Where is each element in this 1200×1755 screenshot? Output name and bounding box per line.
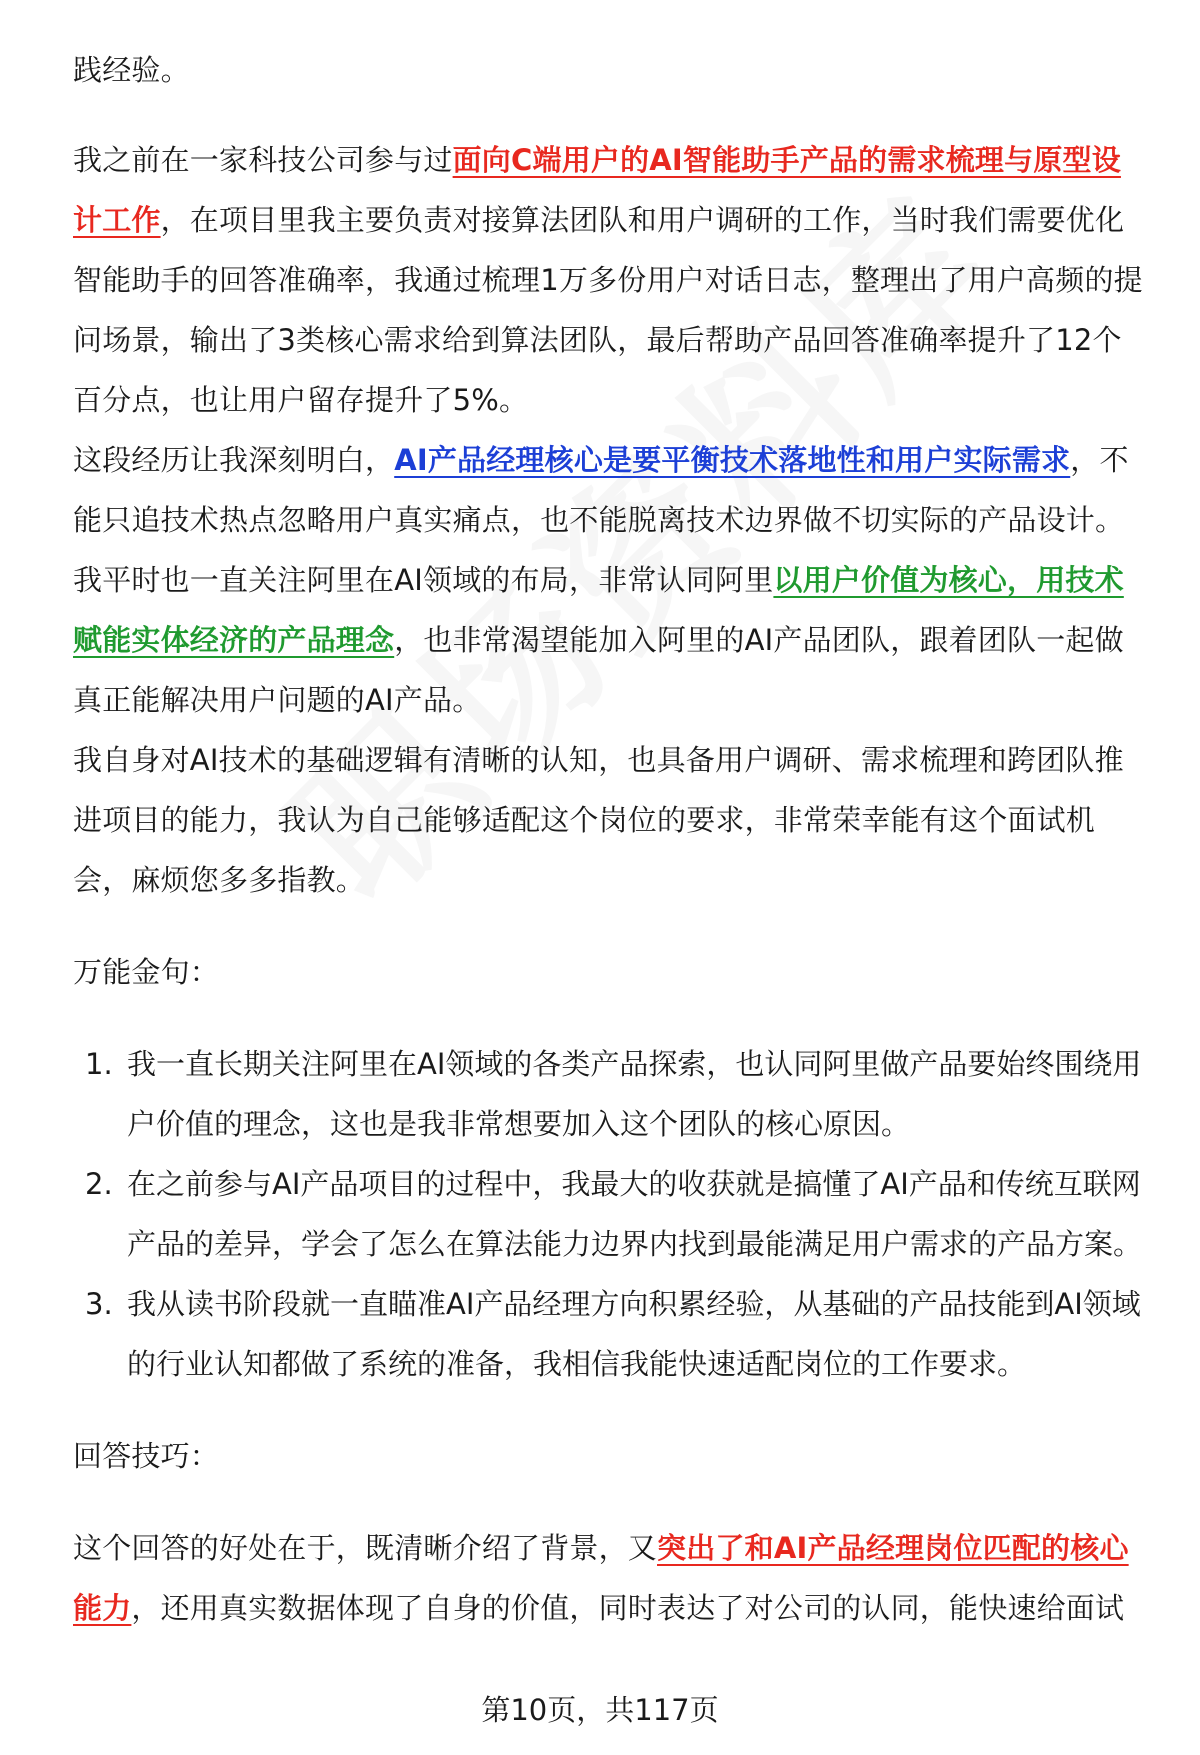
list-number: 2. bbox=[85, 1167, 113, 1201]
list-text: 在之前参与AI产品项目的过程中，我最大的收获就是搞懂了AI产品和传统互联网产品的差异，学会了怎么在算法能力边界内找到最能满足用户需求的产品方案。 bbox=[127, 1167, 1143, 1261]
text-span: 这段经历让我深刻明白， bbox=[73, 443, 395, 477]
paragraph-motivation bbox=[73, 550, 1145, 730]
list-number: 1. bbox=[85, 1047, 113, 1081]
highlight-blue: AI产品经理核心是要平衡技术落地性和用户实际需求 bbox=[394, 443, 1071, 477]
golden-heading: 万能金句： bbox=[73, 955, 220, 989]
list-item bbox=[73, 1154, 1145, 1274]
paragraph-insight bbox=[73, 430, 1145, 550]
paragraph-tips bbox=[73, 1518, 1145, 1638]
paragraph-closing: 我自身对AI技术的基础逻辑有清晰的认知，也具备用户调研、需求梳理和跨团队推进项目的能力，我认为自己能够适配这个岗位的要求，非常荣幸能有这个面试机会，麻烦您多多指教。 bbox=[73, 743, 1124, 897]
list-item bbox=[73, 1274, 1145, 1394]
paragraph-intro-tail: 践经验。 bbox=[73, 53, 190, 87]
text-span: ，还用真实数据体现了自身的价值，同时表达了对公司的认同，能快速给面试 bbox=[131, 1591, 1125, 1625]
highlight-green: 以用户价值为核心，用技术赋能实体经济的产品理念 bbox=[73, 563, 1124, 657]
list-item bbox=[73, 1034, 1145, 1154]
text-span: 我平时也一直关注阿里在AI领域的布局，非常认同阿里 bbox=[73, 563, 774, 597]
text-span: ，不能只追技术热点忽略用户真实痛点，也不能脱离技术边界做不切实际的产品设计。 bbox=[73, 443, 1129, 537]
page-number: 第10页，共117页 bbox=[481, 1693, 719, 1727]
highlight-red: 突出了和AI产品经理岗位匹配的核心能力 bbox=[73, 1531, 1129, 1625]
paragraph-experience bbox=[73, 130, 1145, 430]
text-span: ，也非常渴望能加入阿里的AI产品团队，跟着团队一起做真正能解决用户问题的AI产品。 bbox=[73, 623, 1124, 717]
text-span: ，在项目里我主要负责对接算法团队和用户调研的工作，当时我们需要优化智能助手的回答准确率，我通过梳理1万多份用户对话日志，整理出了用户高频的提问场景，输出了3类核心需求给到算法团队，最后帮助产品回答准确率提升了12个百分点，也让用户留存提升了5%。 bbox=[73, 203, 1143, 417]
list-text: 我一直长期关注阿里在AI领域的各类产品探索，也认同阿里做产品要始终围绕用户价值的理念，这也是我非常想要加入这个团队的核心原因。 bbox=[127, 1047, 1142, 1141]
list-text: 我从读书阶段就一直瞄准AI产品经理方向积累经验，从基础的产品技能到AI领域的行业认知都做了系统的准备，我相信我能快速适配岗位的工作要求。 bbox=[127, 1287, 1141, 1381]
golden-list bbox=[73, 1034, 1145, 1394]
tips-heading: 回答技巧： bbox=[73, 1439, 220, 1473]
list-number: 3. bbox=[85, 1287, 113, 1321]
text-span: 这个回答的好处在于，既清晰介绍了背景，又 bbox=[73, 1531, 658, 1565]
text-span: 我之前在一家科技公司参与过 bbox=[73, 143, 453, 177]
document-page bbox=[73, 40, 1145, 1638]
highlight-red: 面向C端用户的AI智能助手产品的需求梳理与原型设计工作 bbox=[73, 143, 1121, 237]
